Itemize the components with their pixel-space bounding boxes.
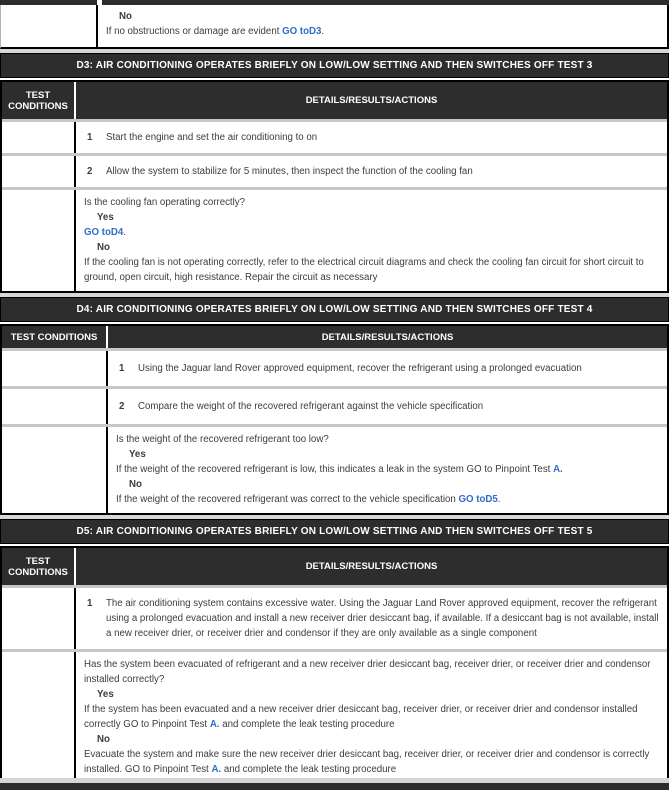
answer-no-label: No — [129, 479, 142, 490]
section-header-d5 — [0, 519, 669, 544]
yes-result-suffix: . — [123, 227, 126, 238]
go-to-d4-link[interactable]: GO toD4 — [84, 227, 124, 238]
question-text: Has the system been evacuated of refrigerant and a new receiver drier desiccant bag, receiver drier, or receiver drier and condensor installed correctly? — [84, 659, 651, 685]
pinpoint-table-d5 — [0, 546, 669, 785]
step-number: 1 — [119, 363, 125, 374]
go-to-d5-link[interactable]: GO toD5 — [458, 494, 498, 505]
yes-result-line — [84, 225, 659, 240]
answer-yes-label: Yes — [97, 689, 114, 700]
section-title-d3: D3: AIR CONDITIONING OPERATES BRIEFLY ON LOW/LOW SETTING AND THEN SWITCHES OFF TEST 3 — [76, 60, 593, 71]
step-row — [2, 119, 667, 153]
section-header-d4 — [0, 297, 669, 322]
answer-no-label: No — [97, 734, 110, 745]
step-cell — [108, 389, 667, 424]
details-results-actions-header: DETAILS/RESULTS/ACTIONS — [321, 331, 454, 343]
step-row — [2, 348, 667, 386]
answer-yes-label: Yes — [97, 212, 114, 223]
section-title-d4: D4: AIR CONDITIONING OPERATES BRIEFLY ON LOW/LOW SETTING AND THEN SWITCHES OFF TEST 4 — [76, 304, 593, 315]
step-number: 2 — [87, 166, 93, 177]
no-result-line — [84, 255, 659, 285]
pinpoint-test-a-link[interactable]: A. — [209, 719, 220, 730]
test-conditions-cell-empty — [2, 190, 76, 291]
no-result-text: Evacuate the system and make sure the new receiver drier desiccant bag, receiver drier, or receiver drier and condensor is correctly installed. GO to Pinpoint Test — [84, 749, 650, 775]
no-result-suffix: and complete the leak testing procedure — [221, 764, 397, 775]
no-result-text: If the cooling fan is not operating correctly, refer to the electrical circuit diagrams and check the cooling fan circuit for short circuit to ground, open circuit, high resistance. Repair the circuit as necessary — [84, 257, 644, 283]
test-conditions-header: TEST CONDITIONS — [2, 548, 76, 585]
results-cell — [98, 5, 667, 47]
test-conditions-cell-empty — [2, 351, 108, 386]
step-text: Start the engine and set the air conditioning to on — [106, 132, 318, 143]
test-conditions-cell-empty — [2, 389, 108, 424]
test-conditions-header: TEST CONDITIONS — [2, 82, 76, 119]
pinpoint-table-d3 — [0, 80, 669, 293]
question-text: Is the cooling fan operating correctly? — [84, 197, 246, 208]
section-header-d3 — [0, 53, 669, 78]
column-header-row — [2, 82, 667, 119]
step-text: The air conditioning system contains excessive water. Using the Jaguar Land Rover approved equipment, recover the refrigerant using a prolonged evacuation and install a new receiver drier desiccant bag, if available. If a desiccant bag is not available, install a new receiver drier, or receiver drier and condensor if they are only available as a single component — [106, 598, 659, 639]
step-cell — [76, 122, 667, 153]
test-conditions-cell-empty — [2, 156, 76, 187]
pinpoint-table-d4 — [0, 324, 669, 515]
no-result-text: If the weight of the recovered refrigerant was correct to the vehicle specification — [116, 494, 459, 505]
pinpoint-test-a-link[interactable]: A. — [211, 764, 222, 775]
test-conditions-cell-empty — [2, 652, 76, 783]
column-divider-notch — [97, 0, 102, 5]
answer-yes-label: Yes — [129, 449, 146, 460]
no-result-line — [84, 747, 659, 777]
yes-result-line — [116, 462, 659, 477]
no-result-line — [106, 24, 659, 39]
step-cell — [76, 156, 667, 187]
step-number: 1 — [87, 598, 93, 609]
answer-no-label: No — [97, 242, 110, 253]
step-text: Allow the system to stabilize for 5 minutes, then inspect the function of the cooling fan — [106, 166, 473, 177]
test-conditions-cell-empty — [2, 427, 108, 513]
step-number: 2 — [119, 401, 125, 412]
question-cell — [76, 652, 667, 783]
step-number: 1 — [87, 132, 93, 143]
previous-table-partial — [0, 5, 669, 49]
previous-table-cut-strip — [0, 0, 669, 5]
yes-result-suffix: and complete the leak testing procedure — [219, 719, 395, 730]
no-result-suffix: . — [497, 494, 501, 505]
next-section-header-partial — [0, 778, 669, 790]
question-text: Is the weight of the recovered refrigerant too low? — [116, 434, 329, 445]
no-result-suffix: . — [321, 26, 325, 37]
step-row — [2, 585, 667, 649]
test-conditions-cell-empty — [1, 5, 98, 47]
column-header-row — [2, 548, 667, 585]
question-cell — [76, 190, 667, 291]
no-result-text: If no obstructions or damage are evident — [106, 26, 283, 37]
question-row — [2, 649, 667, 783]
step-text: Using the Jaguar land Rover approved equipment, recover the refrigerant using a prolonged evacuation — [138, 363, 582, 374]
step-cell — [76, 588, 667, 649]
yes-result-text: If the system has been evacuated and a new receiver drier desiccant bag, receiver drier, or receiver drier and condensor installed correctly GO to Pinpoint Test — [84, 704, 638, 730]
test-conditions-header: TEST CONDITIONS — [2, 326, 108, 348]
details-results-actions-header: DETAILS/RESULTS/ACTIONS — [305, 95, 438, 106]
no-result-line — [116, 492, 659, 507]
question-row — [2, 424, 667, 513]
section-title-d5: D5: AIR CONDITIONING OPERATES BRIEFLY ON LOW/LOW SETTING AND THEN SWITCHES OFF TEST 5 — [76, 526, 593, 537]
details-results-actions-header: DETAILS/RESULTS/ACTIONS — [305, 561, 438, 572]
step-cell — [108, 351, 667, 386]
yes-result-line — [84, 702, 659, 732]
step-row — [2, 386, 667, 424]
yes-result-text: If the weight of the recovered refrigerant is low, this indicates a leak in the system GO to Pinpoint Test — [116, 464, 554, 475]
test-conditions-cell-empty — [2, 122, 76, 153]
question-cell — [108, 427, 667, 513]
step-text: Compare the weight of the recovered refrigerant against the vehicle specification — [138, 401, 484, 412]
column-header-row — [2, 326, 667, 348]
question-row — [2, 187, 667, 291]
go-to-d3-link[interactable]: GO toD3 — [282, 26, 322, 37]
pinpoint-test-a-link[interactable]: A. — [553, 464, 563, 475]
step-row — [2, 153, 667, 187]
test-conditions-cell-empty — [2, 588, 76, 649]
answer-no-label: No — [119, 11, 132, 22]
